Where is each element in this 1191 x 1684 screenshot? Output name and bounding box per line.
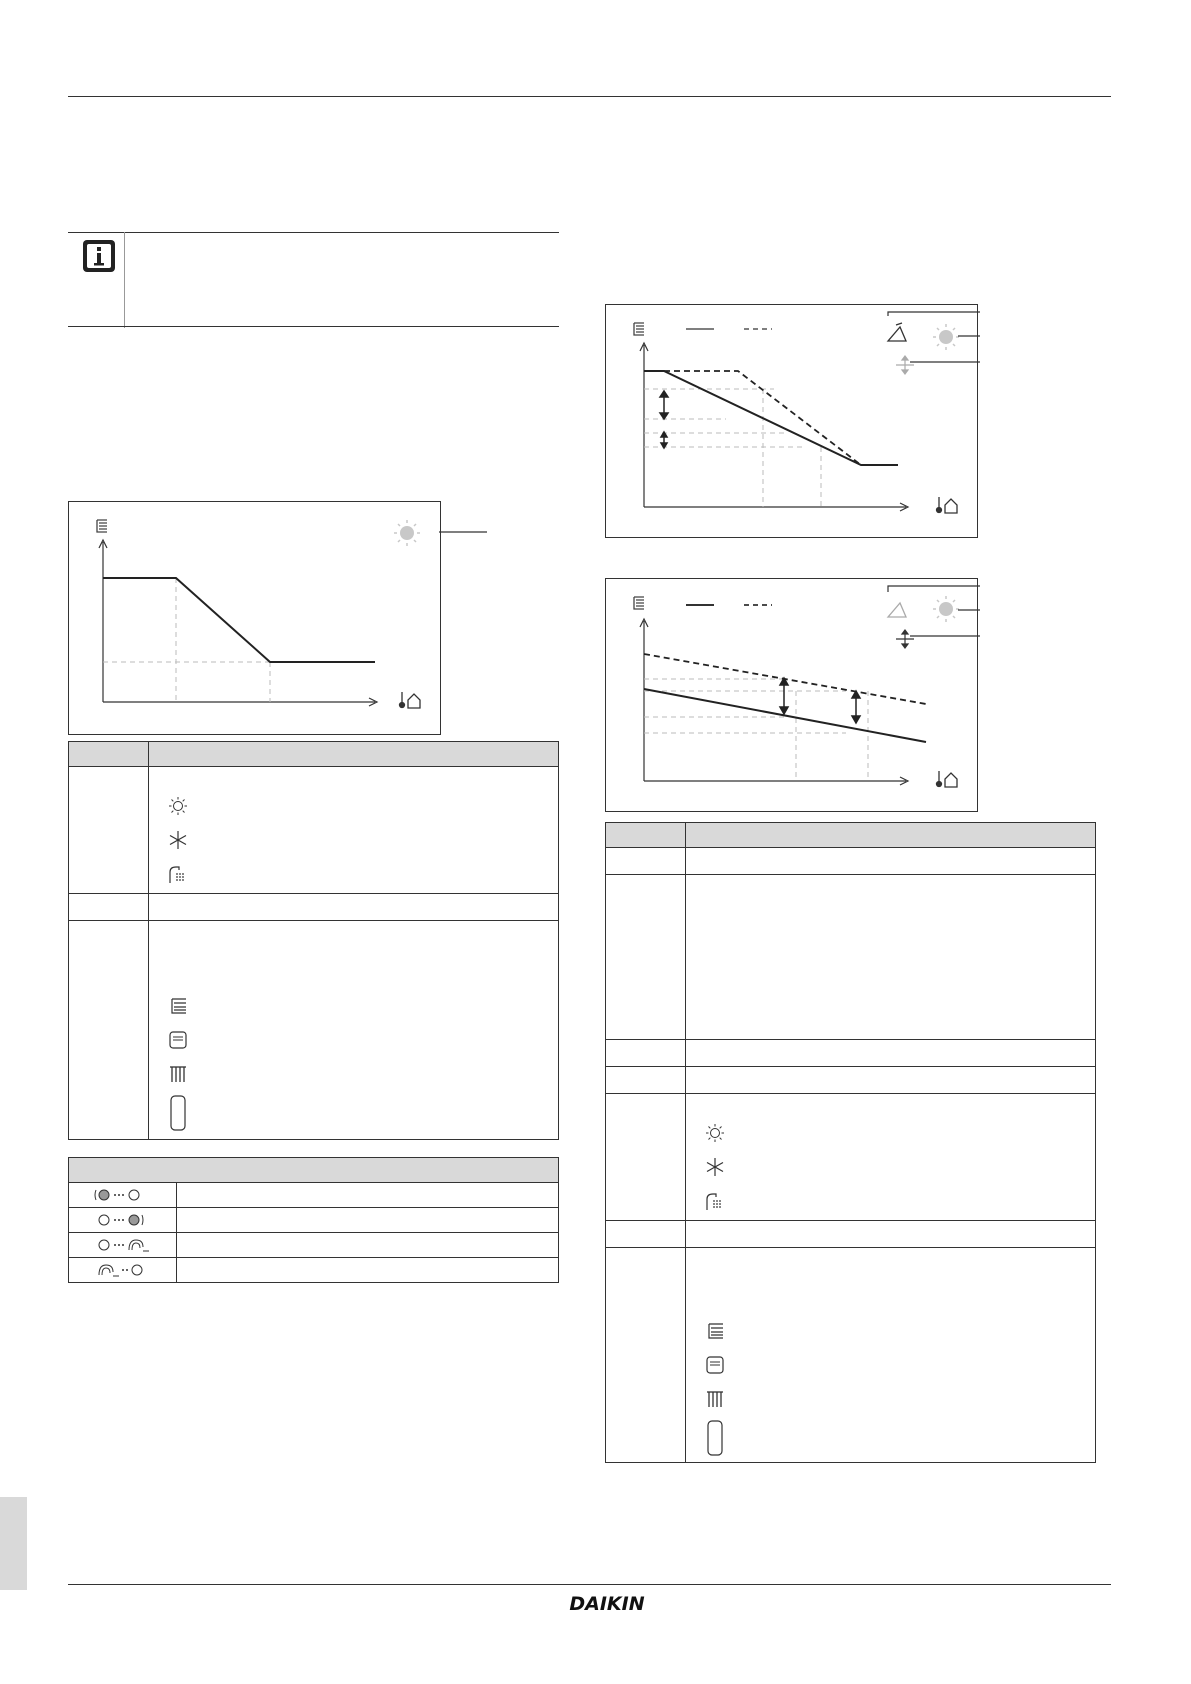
table-header-row [69,742,559,767]
heating-curve-line [103,578,375,662]
callout-leader-1 [439,525,489,539]
snowflake-icon [167,827,189,853]
callout-leaders-3 [880,582,990,642]
led-filled-right-press-icon [93,1212,153,1228]
sun-icon [704,1120,726,1146]
header-rule [68,96,1111,97]
table-row [606,875,1096,1040]
table-row [69,1183,559,1208]
graph-axes [99,540,377,706]
table-row [606,1094,1096,1221]
callout-leaders-2 [880,308,990,368]
outdoor-temperature-icon [937,771,958,787]
info-note [68,232,559,328]
table-row [69,767,559,894]
daikin-logo [537,1592,677,1614]
table-row [69,1233,559,1258]
shower-icon [704,1188,726,1214]
led-right-touch-icon [93,1237,153,1253]
table-row [606,1221,1096,1248]
tank-icon [704,1419,726,1457]
underfloor-heating-icon [634,597,644,609]
led-filled-left-press-icon [93,1187,153,1203]
underfloor-heating-icon [97,520,107,532]
info-icon [82,239,116,273]
table-row [69,894,559,921]
underfloor-heating-icon [704,1318,726,1344]
table-header-row [606,823,1096,848]
graph-axes [640,343,908,511]
tank-icon [167,1094,189,1132]
page-side-tab [0,1497,27,1590]
table-row [69,1258,559,1283]
table-header-row [69,1158,559,1183]
table-row [69,1208,559,1233]
svg-text:DAIKIN: DAIKIN [569,1593,645,1614]
shower-icon [167,861,189,887]
footer-rule [68,1584,1111,1585]
sun-icon [394,520,420,546]
outdoor-temperature-icon [937,497,958,513]
curve-adjustment-table [605,822,1096,1463]
fan-coil-icon [167,1027,189,1053]
curve-settings-table [68,741,559,1140]
fan-coil-icon [704,1352,726,1378]
table-row [69,921,559,1140]
led-left-touch-icon [93,1262,153,1278]
table-row [606,1248,1096,1463]
sun-icon [167,793,189,819]
table-row [606,1040,1096,1067]
led-indicator-table [68,1157,559,1283]
snowflake-icon [704,1154,726,1180]
guide-lines [644,389,821,507]
radiator-icon [704,1386,726,1412]
underfloor-heating-icon [167,993,189,1019]
underfloor-heating-icon [634,323,644,335]
table-row [606,848,1096,875]
radiator-icon [167,1061,189,1087]
weather-dependent-curve-graph [68,501,441,735]
base-curve-line [644,371,898,465]
outdoor-temperature-icon [400,692,421,708]
table-row [606,1067,1096,1094]
